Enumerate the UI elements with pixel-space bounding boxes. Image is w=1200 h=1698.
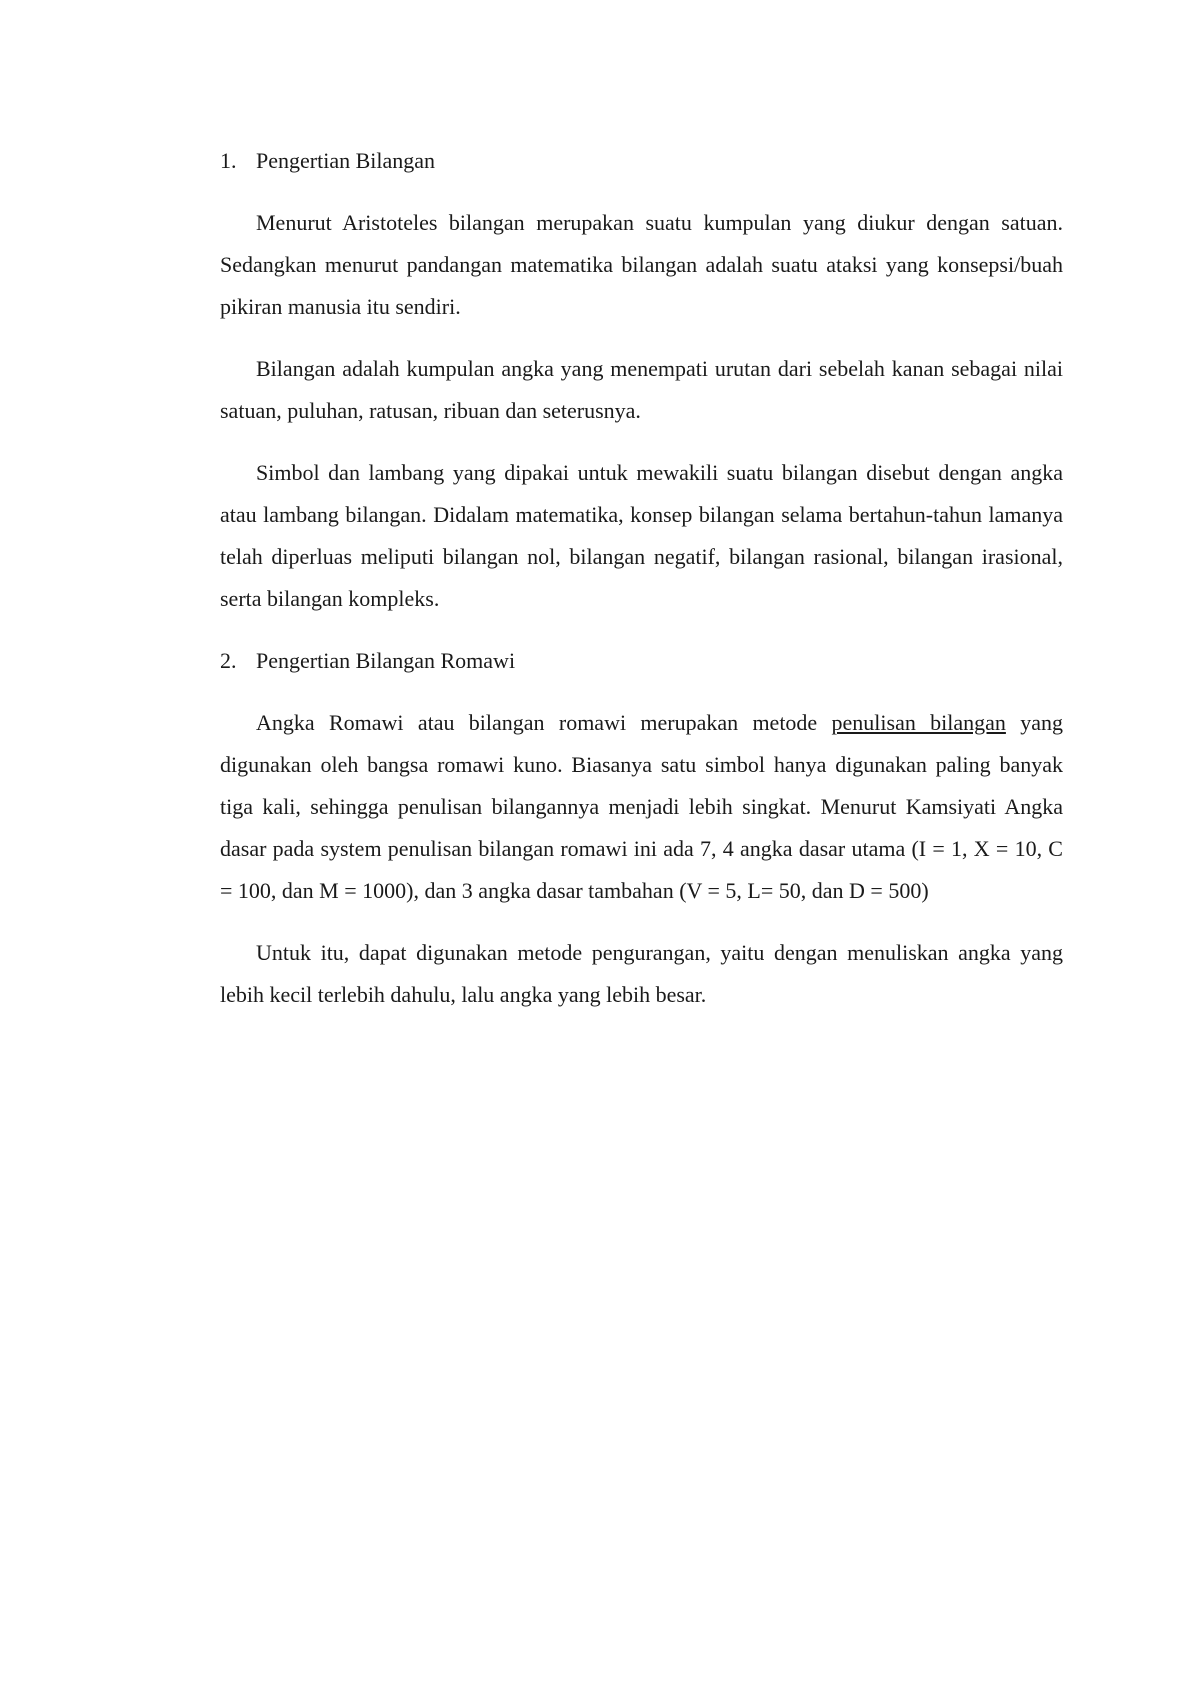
paragraph-simbol-lambang: Simbol dan lambang yang dipakai untuk mewakili suatu bilangan disebut dengan angka atau lambang bilangan. Didalam matematika, konsep bilangan selama bertahun-tahun lamanya telah diperluas meliputi bilangan nol, bilangan negatif, bilangan rasional, bilangan irasional, serta bilangan kompleks. bbox=[220, 460, 1063, 611]
section-heading-2 bbox=[220, 640, 1063, 682]
paragraph-text: yang digunakan oleh bangsa romawi kuno. Biasanya satu simbol hanya digunakan paling banyak tiga kali, sehingga penulisan bilangannya menjadi lebih singkat. Menurut Kamsiyati Angka dasar pada system penulisan bilangan romawi ini ada 7, 4 angka dasar utama (I = 1, X = 10, C = 100, dan M = 1000), dan 3 angka dasar tambahan (V = 5, L= 50, dan D = 500) bbox=[220, 710, 1063, 903]
paragraph-angka-romawi bbox=[220, 702, 1063, 912]
section-heading-1 bbox=[220, 140, 1063, 182]
section-title: Pengertian Bilangan bbox=[256, 148, 436, 173]
document-page bbox=[220, 140, 1063, 1036]
section-number: 2. bbox=[220, 648, 237, 673]
penulisan-bilangan-link[interactable]: penulisan bilangan bbox=[831, 710, 1006, 735]
paragraph-text: Angka Romawi atau bilangan romawi merupakan metode bbox=[256, 710, 832, 735]
paragraph-bilangan-definition: Bilangan adalah kumpulan angka yang menempati urutan dari sebelah kanan sebagai nilai satuan, puluhan, ratusan, ribuan dan seterusnya. bbox=[220, 356, 1063, 423]
paragraph-metode-pengurangan: Untuk itu, dapat digunakan metode pengurangan, yaitu dengan menuliskan angka yang lebih kecil terlebih dahulu, lalu angka yang lebih besar. bbox=[220, 940, 1063, 1007]
paragraph-aristoteles: Menurut Aristoteles bilangan merupakan suatu kumpulan yang diukur dengan satuan. Sedangkan menurut pandangan matematika bilangan adalah suatu ataksi yang konsepsi/buah pikiran manusia itu sendiri. bbox=[220, 210, 1063, 319]
section-number: 1. bbox=[220, 148, 237, 173]
section-title: Pengertian Bilangan Romawi bbox=[256, 648, 516, 673]
